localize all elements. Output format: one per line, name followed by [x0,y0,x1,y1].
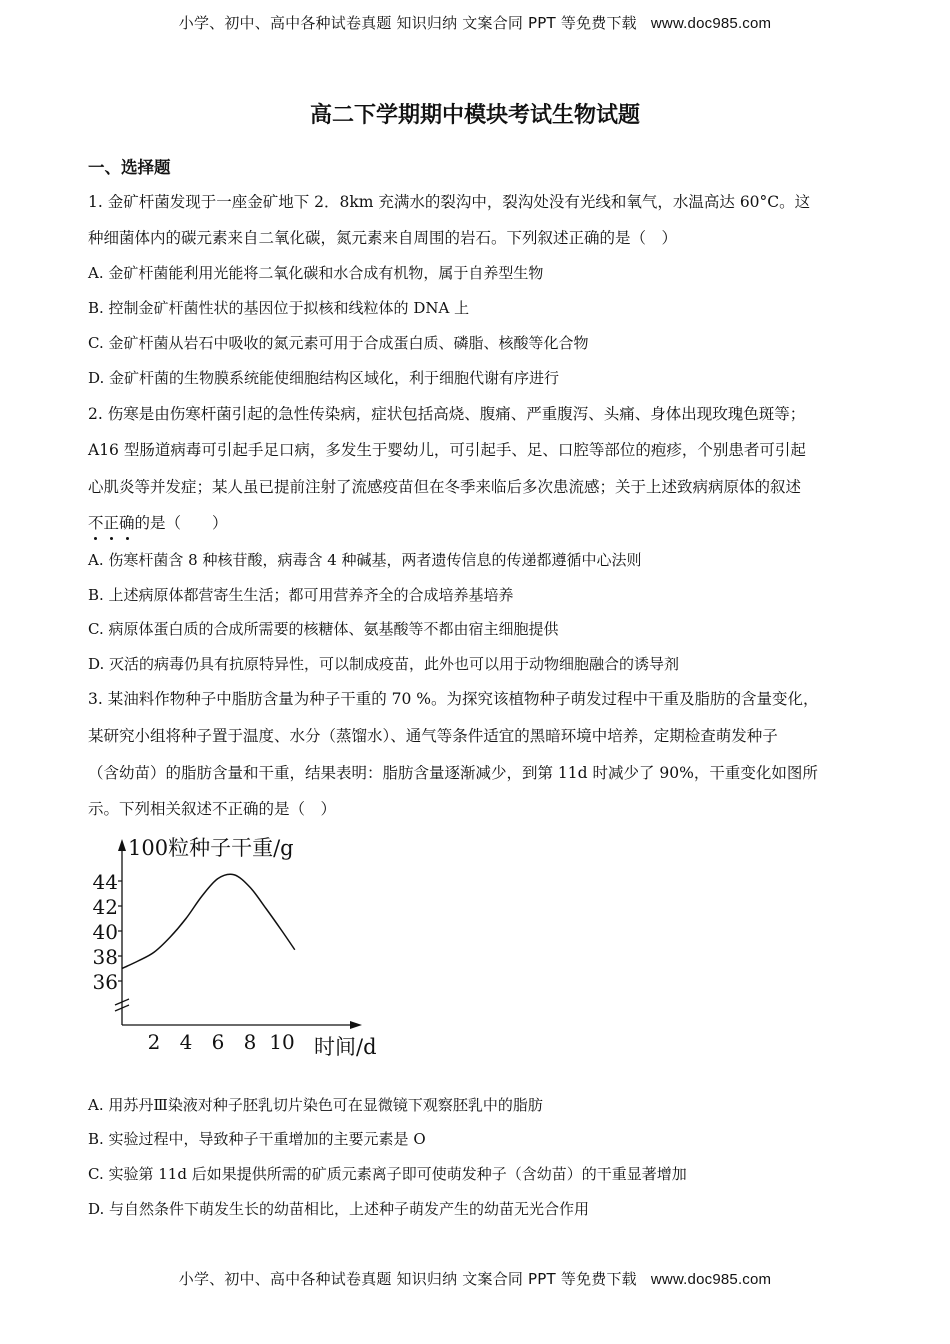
q1-line-2: 种细菌体内的碳元素来自二氧化碳，氮元素来自周围的岩石。下列叙述正确的是（ ） [88,229,678,247]
section-heading: 一、选择题 [88,158,171,177]
emphasis-text: 不正确 [88,514,135,532]
q1-option-c: C. 金矿杆菌从岩石中吸收的氮元素可用于合成蛋白质、磷脂、核酸等化合物 [88,334,589,352]
page-footer [0,1268,950,1289]
y-tick-label: 44 [92,870,118,894]
q3-option-d: D. 与自然条件下萌发生长的幼苗相比，上述种子萌发产生的幼苗无光合作用 [88,1200,590,1218]
q2-option-a: A. 伤寒杆菌含 8 种核苷酸，病毒含 4 种碱基，两者遗传信息的传递都遵循中心法则 [88,551,642,569]
emphasis-dot [126,537,129,540]
q1-option-d: D. 金矿杆菌的生物膜系统能使细胞结构区域化，利于细胞代谢有序进行 [88,369,560,387]
x-axis-arrow [350,1021,362,1029]
q2-line-4-tail: 的是（ ） [134,514,228,532]
q1-line-1: 1. 金矿杆菌发现于一座金矿地下 2．8km 充满水的裂沟中，裂沟处没有光线和氧气，水温高达 60°C。这 [88,193,811,211]
footer-text: 小学、初中、高中各种试卷真题 知识归纳 文案合同 PPT 等免费下载 [178,1270,637,1288]
q3-line-2: 某研究小组将种子置于温度、水分（蒸馏水）、通气等条件适宜的黑暗环境中培养，定期检查萌发种子 [88,727,778,745]
q1-option-a: A. 金矿杆菌能利用光能将二氧化碳和水合成有机物，属于自养型生物 [88,264,544,282]
x-tick-label: 4 [179,1030,193,1054]
q3-option-c: C. 实验第 11d 后如果提供所需的矿质元素离子即可使萌发种子（含幼苗）的干重显著增加 [88,1165,687,1183]
x-tick-label: 8 [243,1030,257,1054]
q3-option-a: A. 用苏丹Ⅲ染液对种子胚乳切片染色可在显微镜下观察胚乳中的脂肪 [88,1096,543,1114]
page-title: 高二下学期期中模块考试生物试题 [309,103,640,128]
q3-option-b: B. 实验过程中，导致种子干重增加的主要元素是 O [88,1130,426,1148]
dry-weight-chart [92,833,410,1065]
emphasis-not-correct [88,514,135,532]
q2-line-1: 2. 伤寒是由伤寒杆菌引起的急性传染病，症状包括高烧、腹痛、严重腹泻、头痛、身体出现玫瑰色斑等； [88,405,806,423]
y-tick-label: 40 [92,920,118,944]
page-header [0,12,950,33]
q2-option-c: C. 病原体蛋白质的合成所需要的核糖体、氨基酸等不都由宿主细胞提供 [88,620,559,638]
q2-line-3: 心肌炎等并发症；某人虽已提前注射了流感疫苗但在冬季来临后多次患流感；关于上述致病病原体的叙述 [88,478,802,496]
footer-url[interactable]: www.doc985.com [650,1271,772,1288]
emphasis-dot [94,537,97,540]
q3-line-3: （含幼苗）的脂肪含量和干重，结果表明：脂肪含量逐渐减少，到第 11d 时减少了 90%，干重变化如图所 [88,764,818,782]
y-axis-label: 100粒种子干重/g [128,836,294,860]
x-tick-label: 6 [211,1030,225,1054]
q3-line-4: 示。下列相关叙述不正确的是（ ） [88,800,337,818]
dry-weight-curve [122,874,295,968]
y-tick-label: 36 [92,970,118,994]
y-tick-label: 38 [92,945,118,969]
x-axis-label: 时间/d [314,1035,377,1059]
q2-line-4 [88,512,868,534]
y-tick-label: 42 [92,895,118,919]
x-tick-label: 10 [269,1030,295,1054]
y-axis-arrow [118,839,126,851]
header-url[interactable]: www.doc985.com [650,15,772,32]
q3-line-1: 3. 某油料作物种子中脂肪含量为种子干重的 70 %。为探究该植物种子萌发过程中干重及脂肪的含量变化， [88,690,819,708]
q2-line-2: A16 型肠道病毒可引起手足口病，多发生于婴幼儿，可引起手、足、口腔等部位的疱疹，个别患者可引起 [88,441,806,459]
x-tick-label: 2 [147,1030,161,1054]
emphasis-dot [110,537,113,540]
q1-option-b: B. 控制金矿杆菌性状的基因位于拟核和线粒体的 DNA 上 [88,299,470,317]
q2-option-d: D. 灭活的病毒仍具有抗原特异性，可以制成疫苗，此外也可以用于动物细胞融合的诱导剂 [88,655,680,673]
q2-option-b: B. 上述病原体都营寄生生活；都可用营养齐全的合成培养基培养 [88,586,514,604]
header-text: 小学、初中、高中各种试卷真题 知识归纳 文案合同 PPT 等免费下载 [178,14,637,32]
